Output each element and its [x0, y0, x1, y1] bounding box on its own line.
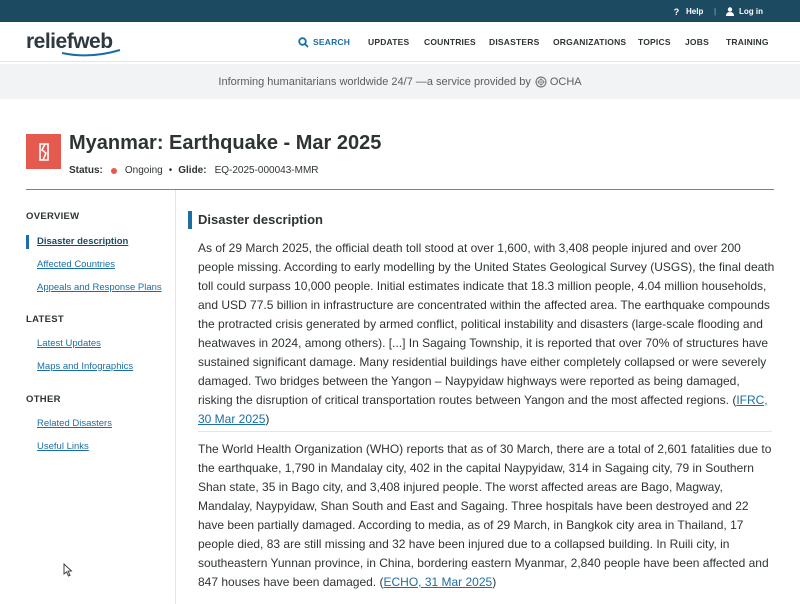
- glide-label: Glide:: [178, 165, 207, 176]
- paragraph-divider: [198, 431, 772, 432]
- tagline-text: Informing humanitarians worldwide 24/7 —a service provided by: [218, 75, 531, 88]
- login-label: Log in: [739, 6, 763, 16]
- sidebar-item-appeals[interactable]: Appeals and Response Plans: [37, 282, 162, 293]
- sidebar: [26, 190, 176, 604]
- mouse-cursor-icon: [63, 563, 73, 577]
- earthquake-icon: [26, 134, 61, 169]
- sidebar-item-useful-links[interactable]: Useful Links: [37, 441, 89, 452]
- paragraph-text: The World Health Organization (WHO) reports that as of 30 March, there are a total of 2,601 fatalities due to the earthquake, 1,790 in Mandalay city, 402 in the capital Naypyidaw, 314 in Sagaing city, 79 in Southern Shan state, 35 in Bago city, and 3,408 injured people. The worst affected areas are Bago, Magway, Mandalay, Naypyidaw, Shan South and East and Sagaing. Three hospitals have been destroyed and 22 have been partially damaged. According to media, as of 29 March, in Bangkok city area in Thailand, 17 people died, 83 are still missing and 32 have been injured due to a collapsed building. In Ruili city, in southeastern Yunnan province, in China, bordering eastern Myanmar, 2,840 people have been affected and 847 houses have been damaged. (: [198, 442, 772, 589]
- tagline-band: [0, 64, 800, 99]
- nav-countries[interactable]: COUNTRIES: [424, 37, 476, 47]
- sidebar-heading-overview: OVERVIEW: [26, 211, 80, 222]
- sidebar-heading-other: OTHER: [26, 394, 61, 405]
- status-dot-icon: [111, 168, 117, 174]
- status-value: Ongoing: [124, 165, 163, 176]
- sidebar-heading-latest: LATEST: [26, 314, 65, 325]
- sidebar-item-affected-countries[interactable]: Affected Countries: [37, 259, 115, 270]
- reliefweb-logo[interactable]: reliefweb: [26, 30, 113, 53]
- page-title: Myanmar: Earthquake - Mar 2025: [69, 132, 382, 154]
- description-paragraph: [198, 239, 776, 429]
- source-link-ifrc[interactable]: IFRC, 30 Mar 2025: [198, 393, 768, 426]
- sidebar-item-maps[interactable]: Maps and Infographics: [37, 361, 134, 372]
- sidebar-item-latest-updates[interactable]: Latest Updates: [37, 338, 101, 349]
- un-emblem-icon: [535, 76, 547, 88]
- sidebar-item-disaster-description[interactable]: Disaster description: [37, 236, 129, 247]
- user-icon: [726, 7, 734, 16]
- logo-swoosh-icon: [60, 49, 122, 57]
- meta-separator: •: [168, 165, 173, 176]
- section-accent-bar: [188, 211, 192, 229]
- nav-jobs[interactable]: JOBS: [685, 37, 709, 47]
- search-icon: [298, 37, 309, 48]
- sidebar-item-related-disasters[interactable]: Related Disasters: [37, 418, 112, 429]
- disaster-meta: [69, 165, 319, 176]
- section-title: Disaster description: [198, 212, 323, 227]
- utility-bar: [0, 0, 800, 22]
- source-link-echo[interactable]: ECHO, 31 Mar 2025: [383, 575, 493, 589]
- paragraph-close: ): [492, 575, 497, 589]
- search-button[interactable]: [298, 22, 350, 62]
- active-indicator: [26, 235, 29, 249]
- help-link[interactable]: [672, 0, 703, 22]
- site-header: [0, 22, 800, 62]
- glide-value: EQ-2025-000043-MMR: [214, 165, 319, 176]
- nav-topics[interactable]: TOPICS: [638, 37, 671, 47]
- ocha-label: OCHA: [549, 75, 582, 88]
- ocha-link[interactable]: [535, 76, 582, 88]
- paragraph-text: As of 29 March 2025, the official death toll stood at over 1,600, with 3,408 people injured and over 200 people missing. According to early modelling by the United States Geological Survey (USGS), the final death toll could surpass 10,000 people. Initial estimates indicate that 18.3 million people, 4.04 million households, and USD 77.5 billion in infrastructure are concentrated within the affected area. The earthquake compounds the protracted crisis generated by armed conflict, political instability and disasters (large-scale flooding and heatwaves in 2024, among others). [...] In Sagaing Township, it is reported that over 70% of structures have sustained significant damage. Many residential buildings have either completely collapsed or were severely damaged. Two bridges between the Yangon – Naypyidaw highways were reported as being damaged, risking the disruption of critical transportation routes between Yangon and the most affected regions. (: [198, 241, 775, 407]
- status-label: Status:: [69, 165, 103, 176]
- svg-text:?: ?: [673, 6, 680, 16]
- help-label: Help: [686, 6, 704, 16]
- paragraph-close: ): [265, 412, 270, 426]
- utility-separator: |: [714, 6, 717, 16]
- nav-disasters[interactable]: DISASTERS: [489, 37, 540, 47]
- nav-organizations[interactable]: ORGANIZATIONS: [553, 37, 627, 47]
- login-link[interactable]: [726, 0, 763, 22]
- help-icon: [672, 7, 681, 16]
- description-paragraph: [198, 440, 776, 592]
- search-label: SEARCH: [313, 37, 351, 47]
- nav-updates[interactable]: UPDATES: [368, 37, 410, 47]
- nav-training[interactable]: TRAINING: [726, 37, 769, 47]
